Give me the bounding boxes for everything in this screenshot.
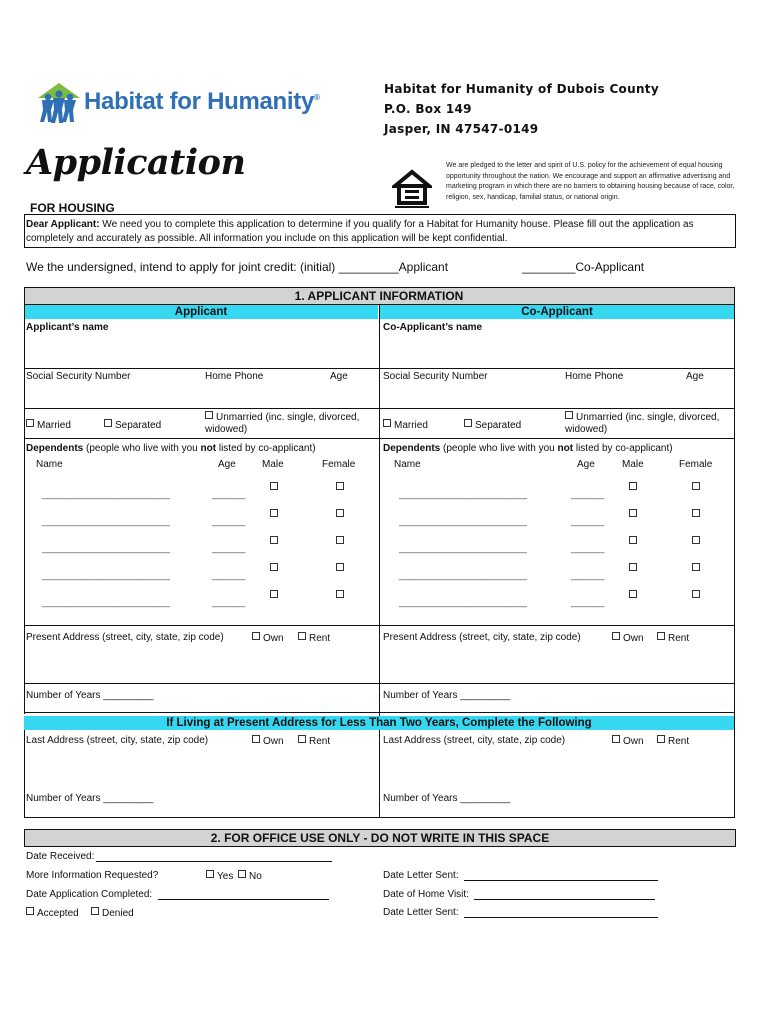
equal-housing-opportunity-icon	[392, 168, 432, 212]
applicant-col-male: Male	[262, 459, 284, 470]
coapplicant-last-years[interactable]: Number of Years _________	[383, 793, 511, 804]
checkbox-icon[interactable]	[205, 411, 213, 419]
date-letter-sent-2-label: Date Letter Sent:	[383, 907, 459, 918]
applicant-dependent-female-checkbox[interactable]	[336, 482, 344, 490]
checkbox-icon[interactable]	[252, 632, 260, 640]
applicant-unmarried-option[interactable]: Unmarried (inc. single, divorced, widowed)	[205, 412, 360, 435]
applicant-separated-option[interactable]: Separated	[104, 419, 161, 431]
coapplicant-present-rent[interactable]: Rent	[657, 632, 689, 644]
checkbox-icon[interactable]	[612, 632, 620, 640]
row-divider	[24, 408, 735, 409]
checkbox-icon[interactable]	[464, 419, 472, 427]
applicant-dependent-name-field[interactable]: _______________________	[42, 516, 170, 527]
applicant-last-address-label: Last Address (street, city, state, zip code)	[26, 735, 209, 746]
checkbox-icon[interactable]	[612, 735, 620, 743]
coapplicant-dependent-male-checkbox[interactable]	[629, 563, 637, 571]
checkbox-icon[interactable]	[91, 907, 99, 915]
org-po-box: P.O. Box 149	[384, 102, 472, 116]
applicant-dependent-name-field[interactable]: _______________________	[42, 597, 170, 608]
coapplicant-dependent-age-field[interactable]: ______	[571, 516, 605, 527]
coapplicant-dependent-male-checkbox[interactable]	[629, 590, 637, 598]
row-divider	[24, 683, 735, 684]
applicant-present-years[interactable]: Number of Years _________	[26, 690, 154, 701]
checkbox-icon[interactable]	[26, 419, 34, 427]
coapplicant-dependent-female-checkbox[interactable]	[692, 482, 700, 490]
applicant-ssn-label: Social Security Number	[26, 371, 131, 382]
org-city: Jasper, IN 47547-0149	[384, 122, 539, 136]
applicant-dependent-female-checkbox[interactable]	[336, 536, 344, 544]
less-than-two-years-header: If Living at Present Address for Less Than Two Years, Complete the Following	[24, 716, 734, 730]
applicant-dependent-male-checkbox[interactable]	[270, 536, 278, 544]
applicant-dependent-female-checkbox[interactable]	[336, 509, 344, 517]
date-letter-sent-label: Date Letter Sent:	[383, 870, 459, 881]
applicant-col-female: Female	[322, 459, 356, 470]
page-subtitle: FOR HOUSING	[30, 201, 115, 215]
center-divider	[379, 305, 380, 817]
coapplicant-present-years[interactable]: Number of Years _________	[383, 690, 511, 701]
row-divider	[24, 368, 735, 369]
applicant-present-address-label: Present Address (street, city, state, zip code)	[26, 632, 224, 643]
applicant-dependent-name-field[interactable]: _______________________	[42, 543, 170, 554]
applicant-dependent-male-checkbox[interactable]	[270, 563, 278, 571]
checkbox-icon[interactable]	[252, 735, 260, 743]
notice-text	[26, 218, 730, 246]
checkbox-icon[interactable]	[657, 735, 665, 743]
pledge-text: We are pledged to the letter and spirit of U.S. policy for the achievement of equal housing opportunity throughout the nation. We encourage and support an affirmative advertising and marketing program in which there are no barriers to obtaining housing because of race, color, religion, sex, handicap, familial status, or national origin.	[446, 162, 735, 201]
coapplicant-col-female: Female	[679, 459, 713, 470]
applicant-col-name: Name	[36, 459, 63, 470]
coapplicant-col-age: Age	[577, 459, 595, 470]
row-divider	[24, 712, 735, 713]
notice-lead: Dear Applicant:	[26, 219, 100, 230]
coapplicant-col-male: Male	[622, 459, 644, 470]
coapplicant-unmarried-option[interactable]: Unmarried (inc. single, divorced, widowed)	[565, 412, 720, 435]
coapplicant-last-own[interactable]: Own	[612, 735, 644, 747]
checkbox-icon[interactable]	[26, 907, 34, 915]
coapplicant-last-address-label: Last Address (street, city, state, zip code)	[383, 735, 566, 746]
applicant-dependent-age-field[interactable]: ______	[212, 489, 246, 500]
coapplicant-dependents-label: Dependents (people who live with you not listed by co-applicant)	[383, 443, 673, 454]
coapplicant-dependent-female-checkbox[interactable]	[692, 509, 700, 517]
coapplicant-header: Co-Applicant	[380, 305, 734, 319]
coapplicant-phone-label: Home Phone	[565, 371, 624, 382]
checkbox-icon[interactable]	[565, 411, 573, 419]
more-info-label: More Information Requested?	[26, 870, 159, 881]
coapplicant-dependent-name-field[interactable]: _______________________	[399, 597, 527, 608]
coapplicant-dependent-age-field[interactable]: ______	[571, 597, 605, 608]
more-info-no[interactable]: No	[238, 870, 262, 882]
coapplicant-dependent-male-checkbox[interactable]	[629, 536, 637, 544]
applicant-phone-label: Home Phone	[205, 371, 264, 382]
coapplicant-dependent-age-field[interactable]: ______	[571, 489, 605, 500]
applicant-dependents-label: Dependents (people who live with you not listed by co-applicant)	[26, 443, 316, 454]
coapplicant-dependent-age-field[interactable]: ______	[571, 570, 605, 581]
applicant-last-rent[interactable]: Rent	[298, 735, 330, 747]
date-home-visit-field[interactable]	[474, 899, 655, 900]
date-completed-field[interactable]	[158, 899, 329, 900]
section2-title: 2. FOR OFFICE USE ONLY - DO NOT WRITE IN THIS SPACE	[24, 829, 736, 847]
applicant-dependent-name-field[interactable]: _______________________	[42, 570, 170, 581]
logo-text: Habitat for Humanity®	[84, 88, 320, 115]
applicant-married-option[interactable]: Married	[26, 419, 71, 431]
coapplicant-age-label: Age	[686, 371, 704, 382]
date-letter-sent-field[interactable]	[464, 880, 658, 881]
checkbox-icon[interactable]	[104, 419, 112, 427]
applicant-dependent-male-checkbox[interactable]	[270, 590, 278, 598]
applicant-dependent-male-checkbox[interactable]	[270, 482, 278, 490]
applicant-col-age: Age	[218, 459, 236, 470]
applicant-last-years[interactable]: Number of Years _________	[26, 793, 154, 804]
checkbox-icon[interactable]	[206, 870, 214, 878]
row-divider	[24, 625, 735, 626]
applicant-dependent-age-field[interactable]: ______	[212, 516, 246, 527]
org-name: Habitat for Humanity of Dubois County	[384, 82, 659, 96]
applicant-header: Applicant	[24, 305, 378, 319]
coapplicant-dependent-name-field[interactable]: _______________________	[399, 516, 527, 527]
applicant-dependent-name-field[interactable]: _______________________	[42, 489, 170, 500]
row-divider	[24, 438, 735, 439]
coapplicant-dependent-female-checkbox[interactable]	[692, 536, 700, 544]
coapplicant-col-name: Name	[394, 459, 421, 470]
coapplicant-ssn-label: Social Security Number	[383, 371, 488, 382]
joint-credit-coapplicant[interactable]: ________Co-Applicant	[522, 260, 645, 274]
applicant-dependent-age-field[interactable]: ______	[212, 570, 246, 581]
checkbox-icon[interactable]	[383, 419, 391, 427]
joint-credit-statement[interactable]: We the undersigned, intend to apply for joint credit: (initial) _________Applicant	[26, 260, 449, 274]
coapplicant-present-own[interactable]: Own	[612, 632, 644, 644]
left-border	[24, 287, 25, 714]
applicant-dependent-age-field[interactable]: ______	[212, 543, 246, 554]
coapplicant-dependent-female-checkbox[interactable]	[692, 590, 700, 598]
habitat-house-people-icon	[36, 82, 82, 126]
coapplicant-name-label: Co-Applicant’s name	[383, 322, 483, 333]
applicant-present-own[interactable]: Own	[252, 632, 284, 644]
checkbox-icon[interactable]	[238, 870, 246, 878]
coapplicant-dependent-male-checkbox[interactable]	[629, 509, 637, 517]
left-border	[24, 730, 25, 817]
coapplicant-dependent-age-field[interactable]: ______	[571, 543, 605, 554]
applicant-dependent-female-checkbox[interactable]	[336, 563, 344, 571]
applicant-dependent-female-checkbox[interactable]	[336, 590, 344, 598]
date-home-visit-label: Date of Home Visit:	[383, 889, 469, 900]
coapplicant-dependent-name-field[interactable]: _______________________	[399, 543, 527, 554]
more-info-yes[interactable]: Yes	[206, 870, 233, 882]
coapplicant-separated-option[interactable]: Separated	[464, 419, 521, 431]
section1-title: 1. APPLICANT INFORMATION	[24, 287, 734, 305]
date-received-label: Date Received:	[26, 851, 95, 862]
applicant-name-label: Applicant’s name	[26, 322, 109, 333]
coapplicant-present-address-label: Present Address (street, city, state, zip code)	[383, 632, 581, 643]
checkbox-icon[interactable]	[298, 735, 306, 743]
date-completed-label: Date Application Completed:	[26, 889, 153, 900]
date-letter-sent-2-field[interactable]	[464, 917, 658, 918]
coapplicant-dependent-name-field[interactable]: _______________________	[399, 570, 527, 581]
applicant-present-rent[interactable]: Rent	[298, 632, 330, 644]
notice-body: We need you to complete this application to determine if you qualify for a Habitat for Humanity house. Please fill out the application as completely and accurately as possible. All information you include on this application will be kept confidential.	[26, 219, 694, 244]
applicant-dependent-male-checkbox[interactable]	[270, 509, 278, 517]
checkbox-icon[interactable]	[298, 632, 306, 640]
denied-option[interactable]: Denied	[91, 907, 134, 919]
page-title: Application	[26, 142, 246, 183]
coapplicant-dependent-name-field[interactable]: _______________________	[399, 489, 527, 500]
accepted-option[interactable]: Accepted	[26, 907, 79, 919]
coapplicant-married-option[interactable]: Married	[383, 419, 428, 431]
right-border	[734, 287, 735, 817]
coapplicant-dependent-female-checkbox[interactable]	[692, 563, 700, 571]
applicant-dependent-age-field[interactable]: ______	[212, 597, 246, 608]
applicant-last-own[interactable]: Own	[252, 735, 284, 747]
applicant-age-label: Age	[330, 371, 348, 382]
checkbox-icon[interactable]	[657, 632, 665, 640]
coapplicant-last-rent[interactable]: Rent	[657, 735, 689, 747]
date-received-field[interactable]	[96, 861, 332, 862]
section1-bottom-border	[24, 817, 735, 818]
coapplicant-dependent-male-checkbox[interactable]	[629, 482, 637, 490]
